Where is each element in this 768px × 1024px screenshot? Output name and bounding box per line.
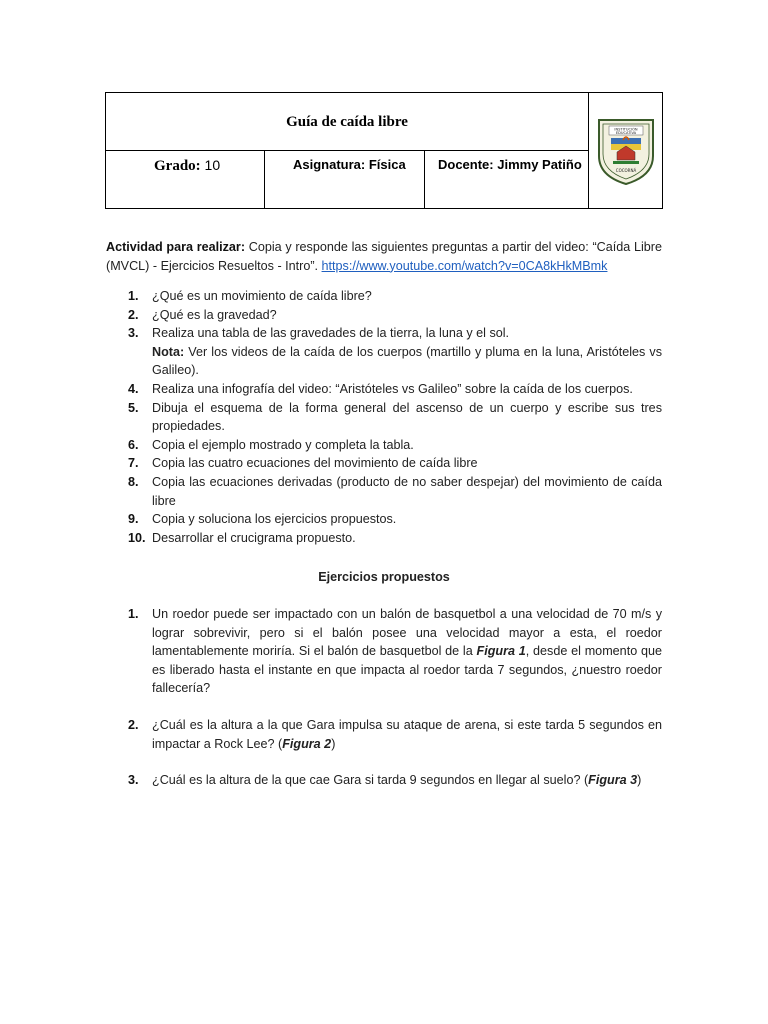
list-item — [106, 287, 662, 306]
note-label: Nota: — [152, 344, 185, 359]
item-number: 3. — [128, 326, 139, 341]
item-text: ¿Qué es un movimiento de caída libre? — [152, 289, 372, 303]
item-number: 7. — [128, 456, 139, 471]
teacher-cell: Docente: Jimmy Patiño — [425, 151, 589, 209]
figure-ref: Figura 1 — [476, 644, 526, 659]
item-text: ) — [331, 736, 336, 751]
item-text: Copia las ecuaciones derivadas (producto de no saber despejar) del movimiento de caída libre — [152, 474, 662, 508]
header-table — [105, 92, 663, 209]
school-logo — [589, 93, 663, 209]
item-number: 2. — [128, 717, 139, 732]
document-title: Guía de caída libre — [106, 93, 589, 151]
exercises-list — [106, 605, 662, 790]
subject-cell: Asignatura: Física — [265, 151, 425, 209]
list-item — [106, 436, 662, 455]
item-text: , desde el momento que es liberado hasta el instante en que impacta al roedor tarda 7 segundos, ¿nuestro roedor fallecería? — [152, 644, 662, 696]
item-number: 4. — [128, 381, 139, 396]
exercises-heading: Ejercicios propuestos — [318, 570, 450, 584]
grade-label: Grado: — [154, 158, 201, 174]
svg-text:INSTITUCIÓN: INSTITUCIÓN — [614, 127, 638, 132]
item-text: Dibuja el esquema de la forma general del ascenso de un cuerpo y escribe sus tres propiedades. — [152, 400, 662, 434]
item-number: 1. — [128, 607, 139, 621]
list-item — [106, 306, 662, 325]
item-number: 8. — [128, 474, 139, 489]
list-item — [106, 529, 662, 548]
item-text: Desarrollar el crucigrama propuesto. — [152, 530, 356, 545]
questions-list — [106, 287, 662, 547]
note-text: Ver los videos de la caída de los cuerpos (martillo y pluma en la luna, Aristóteles vs Galileo). — [152, 344, 662, 378]
activity-paragraph — [106, 238, 662, 275]
video-link[interactable]: https://www.youtube.com/watch?v=0CA8kHkMBmk — [321, 258, 608, 273]
item-text: Copia el ejemplo mostrado y completa la tabla. — [152, 437, 414, 452]
svg-text:COCORNÁ: COCORNÁ — [615, 168, 637, 173]
activity-text: Copia y responde las siguientes preguntas a partir del video: “Caída Libre (MVCL) - Ejercicios Resueltos - Intro”. — [106, 240, 662, 273]
item-text: ¿Cuál es la altura a la que Gara impulsa su ataque de arena, si este tarda 5 segundos en impactar a Rock Lee? ( — [152, 717, 662, 751]
item-number: 2. — [128, 307, 139, 322]
list-item — [106, 716, 662, 753]
item-text: Copia las cuatro ecuaciones del movimiento de caída libre — [152, 456, 478, 471]
item-text: Copia y soluciona los ejercicios propuestos. — [152, 512, 397, 527]
svg-text:EDUCATIVA: EDUCATIVA — [615, 131, 637, 136]
school-crest-icon — [595, 116, 657, 186]
list-item — [106, 510, 662, 529]
list-item — [106, 324, 662, 380]
item-text: ¿Cuál es la altura de la que cae Gara si tarda 9 segundos en llegar al suelo? ( — [152, 773, 589, 788]
list-item — [106, 771, 662, 790]
grade-value: 10 — [200, 157, 221, 173]
figure-ref: Figura 2 — [282, 736, 332, 751]
item-number: 6. — [128, 437, 139, 452]
item-text: Realiza una tabla de las gravedades de la tierra, la luna y el sol. — [152, 326, 510, 341]
item-text: Un roedor puede ser impactado con un balón de basquetbol a una velocidad de 70 m/s y lograr sobrevivir, pero si el balón posee una velocidad mayor a esta, el roedor lamentablemente moriría. Si el balón de basquetbol de la — [152, 607, 662, 659]
item-number: 10. — [128, 530, 146, 545]
list-item — [106, 473, 662, 510]
grade-cell — [106, 151, 265, 209]
item-text: ) — [637, 773, 642, 788]
item-number: 3. — [128, 773, 139, 788]
item-number: 9. — [128, 512, 139, 527]
item-text: ¿Qué es la gravedad? — [152, 307, 277, 322]
item-text: Realiza una infografía del video: “Aristóteles vs Galileo” sobre la caída de los cuerpos. — [152, 381, 633, 396]
item-number: 5. — [128, 400, 139, 415]
list-item — [106, 605, 662, 698]
list-item — [106, 380, 662, 399]
figure-ref: Figura 3 — [588, 773, 638, 788]
list-item — [106, 454, 662, 473]
item-number: 1. — [128, 289, 139, 303]
activity-label: Actividad para realizar: — [106, 240, 246, 254]
list-item — [106, 399, 662, 436]
